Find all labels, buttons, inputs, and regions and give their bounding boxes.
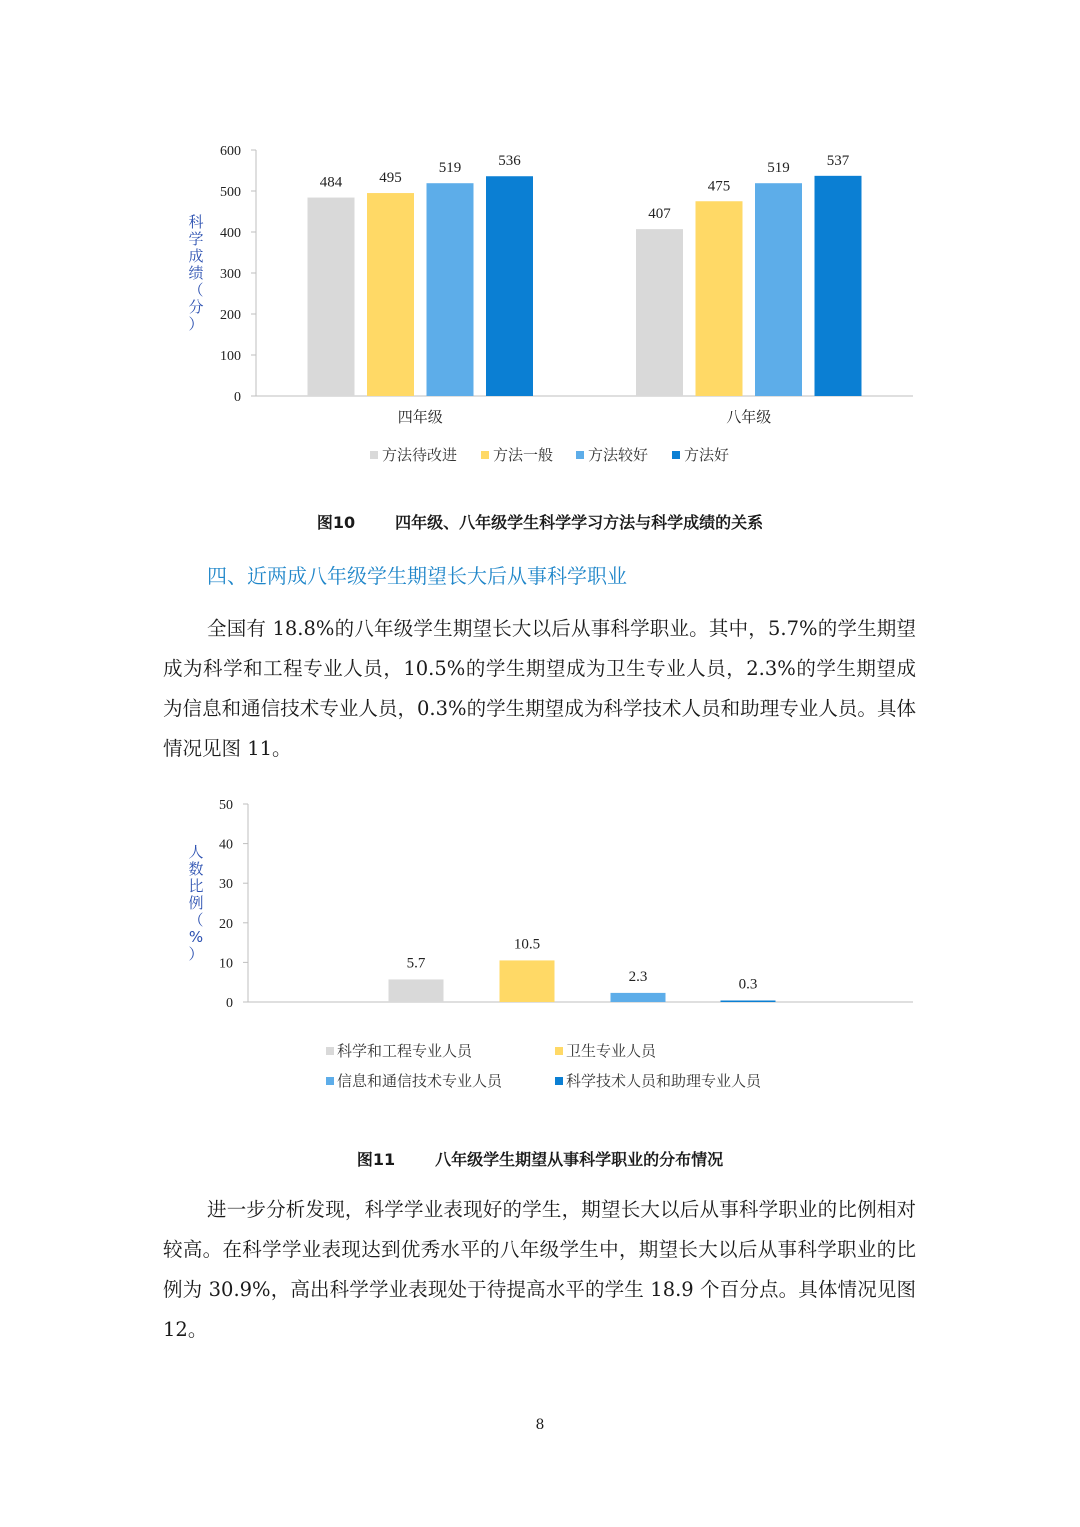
data-label: 495 — [379, 170, 402, 187]
figure11-title: 八年级学生期望从事科学职业的分布情况 — [435, 1150, 724, 1169]
bar — [611, 993, 666, 1002]
career-expectation-chart — [0, 790, 1080, 1110]
y-tick-label: 600 — [220, 144, 241, 159]
bar — [636, 229, 683, 396]
y-tick-label: 40 — [219, 837, 233, 853]
x-category-label: 八年级 — [726, 408, 772, 426]
data-label: 5.7 — [406, 955, 426, 972]
y-axis-label-char: 成 — [188, 247, 204, 265]
y-tick-label: 200 — [220, 308, 241, 323]
y-axis-label-char: % — [188, 928, 204, 946]
bar — [486, 176, 533, 396]
bar — [755, 183, 802, 396]
y-axis-label-char: 例 — [188, 894, 204, 912]
legend-swatch — [326, 1077, 334, 1085]
data-label: 0.3 — [738, 976, 758, 993]
y-axis-label-char: 比 — [188, 877, 204, 895]
y-axis-label-char: 科 — [188, 213, 204, 231]
data-label: 475 — [707, 178, 731, 195]
bar — [815, 176, 862, 396]
bar — [308, 198, 355, 396]
y-axis-label-char: 数 — [188, 860, 204, 878]
data-label: 484 — [319, 174, 343, 191]
y-axis-label-char: ） — [188, 945, 204, 963]
y-tick-label: 50 — [219, 798, 233, 813]
legend-swatch — [481, 451, 489, 459]
legend-label: 方法待改进 — [382, 446, 458, 464]
figure10-number: 图10 — [316, 513, 356, 532]
legend-swatch — [326, 1047, 334, 1055]
paragraph-1: 全国有 18.8%的八年级学生期望长大以后从事科学职业。其中，5.7%的学生期望成为科学和工程专业人员，10.5%的学生期望成为卫生专业人员，2.3%的学生期望成为信息和通信技术专业人员，0.3%的学生期望成为科学技术人员和助理专业人员。具体情况见图 11。 — [163, 617, 916, 760]
y-axis-label — [188, 213, 203, 333]
y-tick-label: 20 — [219, 916, 233, 932]
figure11-caption — [0, 1147, 1080, 1170]
page-number: 8 — [535, 1417, 545, 1433]
data-label: 2.3 — [628, 968, 648, 985]
bar — [427, 183, 474, 396]
legend-swatch — [555, 1077, 563, 1085]
y-axis-label-char: 分 — [188, 298, 204, 316]
paragraph-2: 进一步分析发现，科学学业表现好的学生，期望长大以后从事科学职业的比例相对较高。在科学学业表现达到优秀水平的八年级学生中，期望长大以后从事科学职业的比例为 30.9%，高出科学学业表现处于待提高水平的学生 18.9 个百分点。具体情况见图 12。 — [163, 1198, 916, 1341]
data-label: 537 — [826, 152, 850, 169]
y-tick-label: 500 — [220, 185, 241, 200]
y-tick-label: 10 — [219, 956, 233, 972]
bar — [696, 201, 743, 396]
data-label: 519 — [438, 160, 462, 177]
data-label: 407 — [648, 206, 671, 223]
legend-label: 方法较好 — [588, 446, 649, 464]
legend-label: 科学技术人员和助理专业人员 — [566, 1072, 762, 1090]
legend-swatch — [370, 451, 378, 459]
bar — [500, 960, 555, 1002]
y-tick-label: 0 — [234, 390, 241, 405]
data-label: 10.5 — [513, 936, 541, 953]
bar — [721, 1001, 776, 1003]
y-tick-label: 0 — [226, 996, 233, 1011]
legend-label: 方法一般 — [493, 446, 554, 464]
y-tick-label: 30 — [219, 877, 233, 893]
data-label: 536 — [498, 153, 521, 170]
legend-label: 信息和通信技术专业人员 — [337, 1072, 503, 1090]
y-axis-label — [188, 843, 203, 963]
y-axis-label-char: （ — [188, 281, 204, 299]
legend-label: 方法好 — [684, 446, 730, 464]
legend-swatch — [555, 1047, 563, 1055]
y-axis-label-char: 人 — [188, 843, 204, 861]
y-axis-label-char: （ — [188, 911, 204, 929]
score-by-method-chart — [0, 130, 1080, 480]
y-axis-label-char: ） — [188, 315, 204, 333]
bar — [367, 193, 414, 396]
legend-label: 科学和工程专业人员 — [337, 1042, 473, 1060]
data-label: 519 — [767, 160, 790, 177]
y-tick-label: 100 — [220, 349, 241, 364]
figure10-caption — [0, 510, 1080, 533]
figure11-number: 图11 — [356, 1150, 396, 1169]
bar — [389, 979, 444, 1002]
y-axis-label-char: 学 — [188, 230, 204, 248]
x-category-label: 四年级 — [397, 408, 443, 426]
legend-swatch — [672, 451, 680, 459]
legend-swatch — [576, 451, 584, 459]
y-tick-label: 400 — [220, 226, 241, 241]
section-title: 四、近两成八年级学生期望长大后从事科学职业 — [207, 564, 627, 588]
y-axis-label-char: 绩 — [188, 264, 204, 282]
figure10-title: 四年级、八年级学生科学学习方法与科学成绩的关系 — [395, 513, 764, 532]
y-tick-label: 300 — [220, 267, 241, 282]
legend-label: 卫生专业人员 — [566, 1042, 657, 1060]
